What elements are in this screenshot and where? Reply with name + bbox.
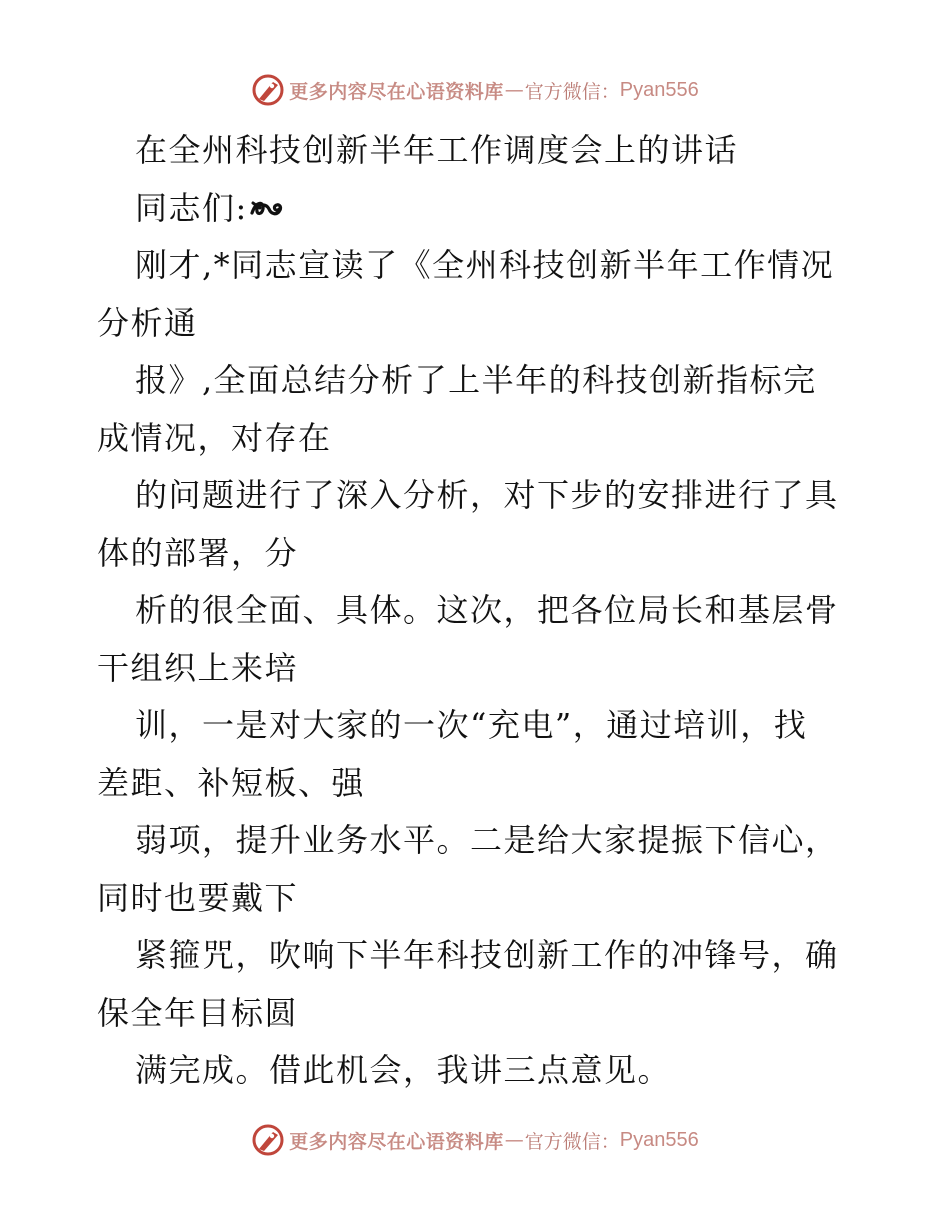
paragraph-line: 保全年目标圆 <box>97 993 299 1032</box>
header-watermark-banner <box>0 70 950 110</box>
paragraph-line: 紧箍咒，吹响下半年科技创新工作的冲锋号，确 <box>135 936 839 974</box>
greeting-line <box>97 180 857 238</box>
paragraph-line: 析的很全面、具体。这次，把各位局长和基层骨 <box>135 591 839 629</box>
pen-nib-logo-icon <box>251 1123 285 1157</box>
document-body <box>97 122 857 1100</box>
footer-watermark-banner <box>0 1120 950 1160</box>
curl-ornament-icon <box>250 195 284 221</box>
banner-dash: — <box>504 79 524 101</box>
paragraph-line: 训，一是对大家的一次“充电”，通过培训，找 <box>135 706 808 744</box>
paragraph-line: 干组织上来培 <box>97 648 299 687</box>
paragraph-line: 分析通 <box>97 303 198 342</box>
banner-dash: — <box>504 1129 524 1151</box>
paragraph-line: 的问题进行了深入分析，对下步的安排进行了具 <box>135 476 839 514</box>
pen-nib-logo-icon <box>251 73 285 107</box>
banner-main-text: 更多内容尽在心语资料库 <box>289 80 504 103</box>
greeting-text: 同志们: <box>135 188 248 227</box>
paragraph-line: 同时也要戴下 <box>97 878 299 917</box>
paragraph-line: 刚才,*同志宣读了《全州科技创新半年工作情况 <box>135 246 835 284</box>
banner-main-text: 更多内容尽在心语资料库 <box>289 1130 504 1153</box>
document-title: 在全州科技创新半年工作调度会上的讲话 <box>135 131 739 169</box>
paragraph-line: 差距、补短板、强 <box>97 763 366 802</box>
banner-handle: Pyan556 <box>619 1128 699 1151</box>
paragraph-line: 报》,全面总结分析了上半年的科技创新指标完 <box>135 361 817 399</box>
paragraph-line: 体的部署，分 <box>97 533 299 572</box>
paragraph-line: 成情况，对存在 <box>97 418 332 457</box>
banner-wechat-label: 官方微信： <box>524 80 620 103</box>
banner-handle: Pyan556 <box>619 78 699 101</box>
banner-wechat-label: 官方微信： <box>524 1130 620 1153</box>
paragraph-line: 弱项，提升业务水平。二是给大家提振下信心， <box>135 821 839 859</box>
paragraph-line: 满完成。借此机会，我讲三点意见。 <box>135 1051 672 1089</box>
